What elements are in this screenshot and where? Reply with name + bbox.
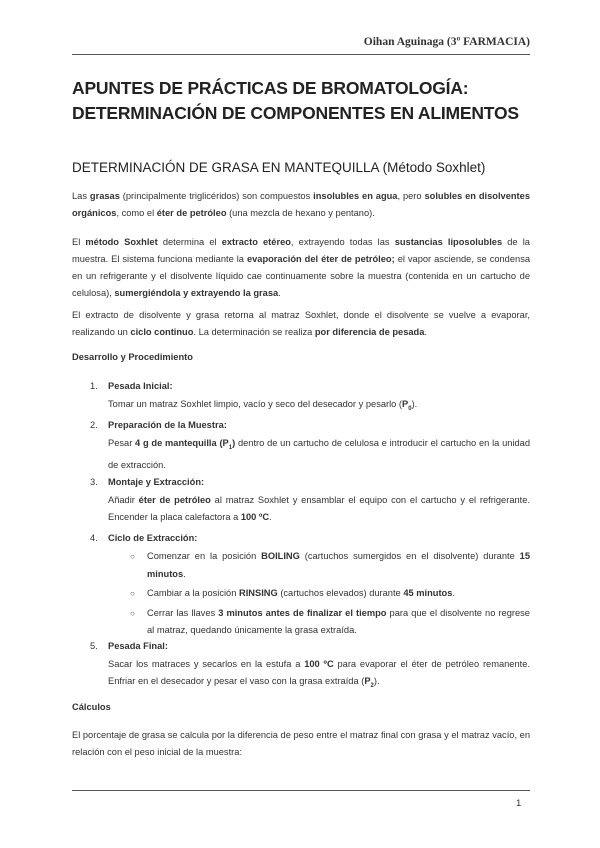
footer-divider bbox=[72, 790, 530, 791]
step-number: 3. bbox=[90, 477, 98, 487]
list-item: ○ Cambiar a la posición RINSING (cartuchos elevados) durante 45 minutos. bbox=[130, 585, 530, 603]
page-header-author: Oihan Aguinaga (3º FARMACIA) bbox=[363, 36, 530, 48]
circle-bullet-icon: ○ bbox=[130, 552, 135, 561]
circle-bullet-icon: ○ bbox=[130, 589, 135, 598]
circle-bullet-icon: ○ bbox=[130, 608, 135, 618]
list-item: ○ Cerrar las llaves 3 minutos antes de finalizar el tiempo para que el disolvente no regrese al matraz, quedando únicamente la grasa extraída. bbox=[130, 605, 530, 640]
header-divider bbox=[72, 54, 530, 55]
step-4 bbox=[90, 530, 530, 548]
step-title: Preparación de la Muestra: bbox=[108, 420, 227, 430]
step-text: Sacar los matraces y secarlos en la estufa a 100 ºC para evaporar el éter de petróleo remanente. Enfriar en el desecador y pesar el vaso con la grasa extraída $(P_2)$. bbox=[108, 658, 530, 689]
step-number: 4. bbox=[90, 533, 98, 543]
list-item: ○ Comenzar en la posición BOILING (cartuchos sumergidos en el disolvente) durante 15 minutos. bbox=[130, 548, 530, 583]
section-heading bbox=[72, 160, 485, 175]
step-title: Ciclo de Extracción: bbox=[108, 533, 198, 543]
paragraph-grasas: Las grasas (principalmente triglicéridos) son compuestos insolubles en agua, pero solubles en disolventes orgánicos, como el éter de petróleo (una mezcla de hexano y pentano). bbox=[72, 191, 530, 218]
step-title: Pesada Final: bbox=[108, 641, 168, 651]
step-number: 2. bbox=[90, 420, 98, 430]
step-5 bbox=[90, 638, 530, 695]
calc-paragraph: El porcentaje de grasa se calcula por la diferencia de peso entre el matraz final con grasa y el matraz vacío, en relación con el peso inicial de la muestra: bbox=[72, 730, 530, 757]
calc-heading: Cálculos bbox=[72, 702, 111, 712]
step-text: Tomar un matraz Soxhlet limpio, vacío y seco del desecador y pesarlo $(P_0)$. bbox=[108, 398, 418, 412]
section-heading-main: DETERMINACIÓN DE GRASA EN MANTEQUILLA bbox=[72, 160, 379, 175]
title-line-2: DETERMINACIÓN DE COMPONENTES EN ALIMENTOS bbox=[72, 103, 519, 123]
title-line-1: APUNTES DE PRÁCTICAS DE BROMATOLOGÍA: bbox=[72, 78, 469, 98]
procedure-heading: Desarrollo y Procedimiento bbox=[72, 352, 193, 362]
step-1 bbox=[90, 378, 530, 418]
section-heading-method: (Método Soxhlet) bbox=[382, 160, 486, 175]
page-title bbox=[72, 76, 542, 126]
step-3 bbox=[90, 474, 530, 527]
paragraph-soxhlet: El método Soxhlet determina el extracto etéreo, extrayendo todas las sustancias liposolubles de la muestra. El sistema funciona mediante la evaporación del éter de petróleo; el vapor asciende, se condensa en un refrigerante y el disolvente líquido cae continuamente sobre la muestra (contenida en un cartucho de celulosa), sumergiéndola y extrayendo la grasa. bbox=[72, 237, 531, 298]
page-number: 1 bbox=[516, 798, 522, 809]
cycle-bullet-list bbox=[130, 548, 530, 642]
step-text: Añadir éter de petróleo al matraz Soxhlet y ensamblar el equipo con el cartucho y el refrigerante. Encender la placa calefactora a 100 ºC. bbox=[108, 494, 530, 522]
step-text: Pesar 4 g de mantequilla $(P_1)$ dentro de un cartucho de celulosa e introducir el cartucho en la unidad de extracción. bbox=[108, 437, 530, 470]
step-number: 5. bbox=[90, 641, 98, 651]
step-title: Montaje y Extracción: bbox=[108, 477, 205, 487]
paragraph-ciclo: El extracto de disolvente y grasa retorna al matraz Soxhlet, donde el disolvente se vuelve a evaporar, realizando un ciclo continuo. La determinación se realiza por diferencia de pesada. bbox=[72, 310, 530, 337]
step-title: Pesada Inicial: bbox=[108, 381, 173, 391]
step-number: 1. bbox=[90, 381, 98, 391]
step-2 bbox=[90, 417, 530, 474]
